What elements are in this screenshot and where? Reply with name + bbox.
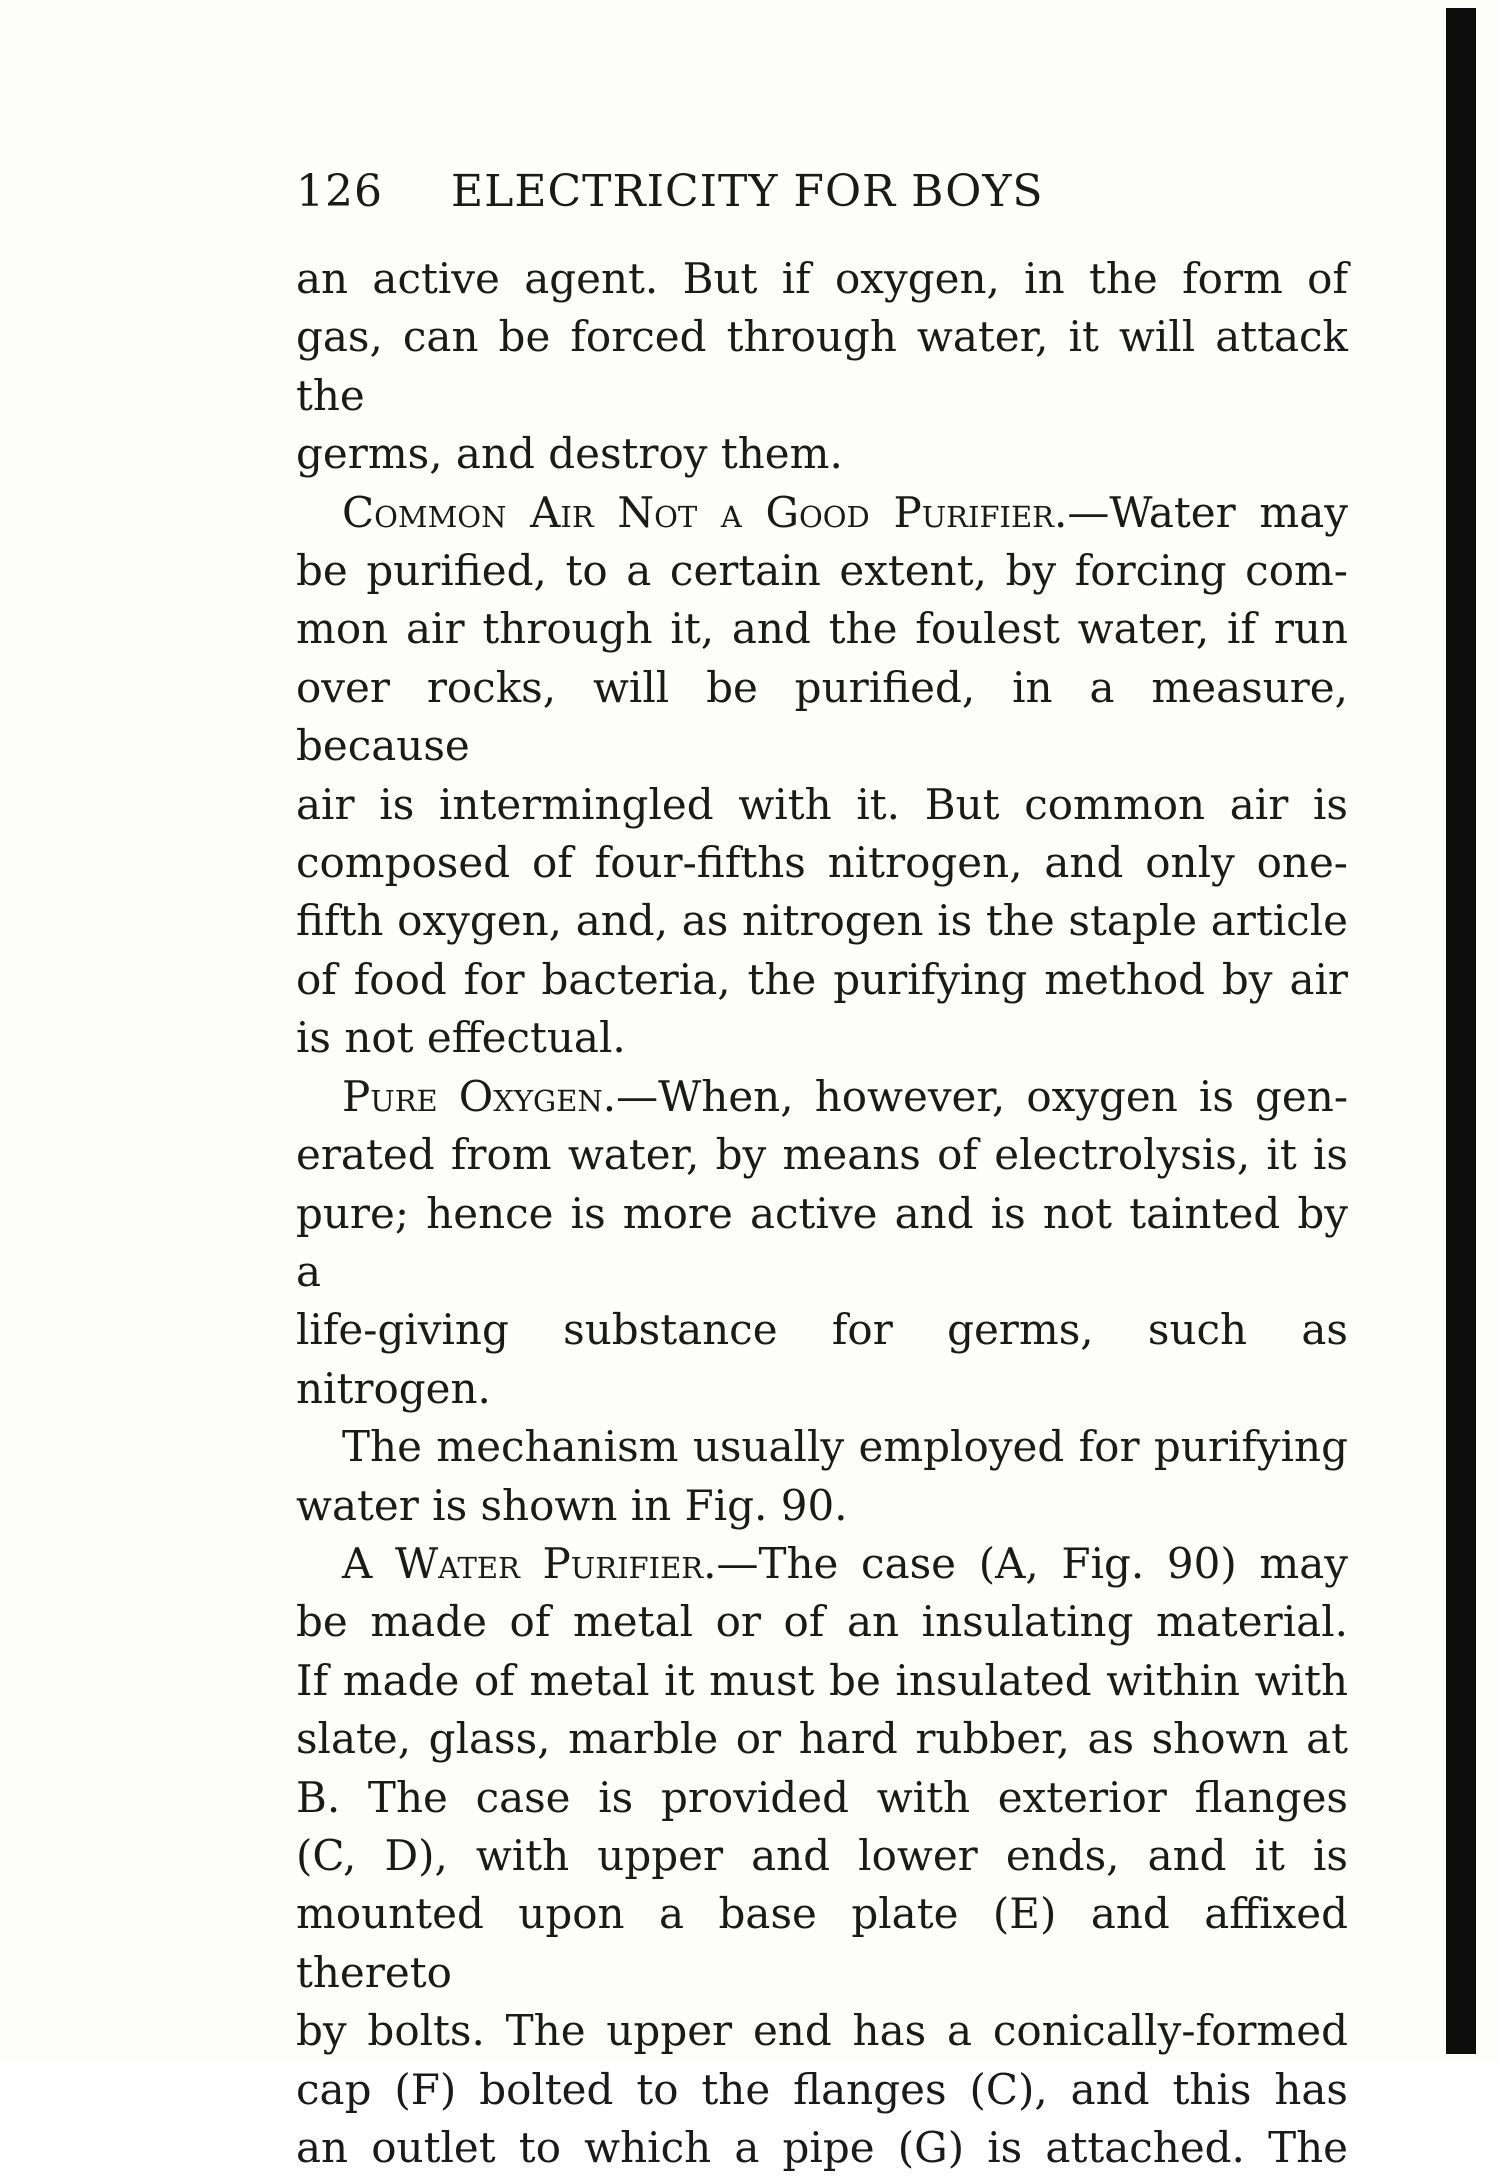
text-line: gas, can be forced through water, it will attack the: [296, 312, 1348, 420]
text-line: B. The case is provided with exterior flanges: [296, 1772, 1348, 1822]
text-line: an active agent. But if oxygen, in the form of: [296, 254, 1348, 303]
text-run: —When, however, oxygen is gen-: [616, 1071, 1349, 1121]
body-text: [296, 250, 1348, 2177]
text-line: germs, and destroy them.: [296, 429, 843, 479]
text-line: slate, glass, marble or hard rubber, as shown at: [296, 1714, 1348, 1764]
text-line: air is intermingled with it. But common air is: [296, 779, 1348, 829]
text-line: mon air through it, and the foulest water, if run: [296, 604, 1348, 654]
text-line: cap (F) bolted to the flanges (C), and this has: [296, 2064, 1348, 2114]
text-run: —The case (A, Fig. 90) may: [716, 1538, 1348, 1588]
text-line: water is shown in Fig. 90.: [296, 1480, 848, 1530]
text-line: life-giving substance for germs, such as nitrogen.: [296, 1305, 1348, 1413]
text-line: erated from water, by means of electrolysis, it is: [296, 1130, 1348, 1180]
text-line: pure; hence is more active and is not tainted by a: [296, 1188, 1348, 1296]
text-line: (C, D), with upper and lower ends, and it is: [296, 1830, 1348, 1880]
text-line: of food for bacteria, the purifying method by air: [296, 954, 1348, 1004]
section-heading: Pure Oxygen.: [342, 1071, 617, 1121]
text-line: is not effectual.: [296, 1013, 626, 1063]
text-line: The mechanism usually employed for purifying: [342, 1422, 1348, 1472]
section-heading: A Water Purifier.: [342, 1538, 717, 1588]
section-heading: Common Air Not a Good Purifier.: [342, 487, 1068, 537]
page-number: 126: [296, 166, 383, 217]
text-line: composed of four-fifths nitrogen, and only one-: [296, 838, 1348, 888]
text-line: be made of metal or of an insulating material.: [296, 1597, 1348, 1647]
paragraph-first-line: [296, 484, 1348, 542]
text-line: over rocks, will be purified, in a measure, because: [296, 662, 1348, 771]
text-run: —Water may: [1067, 487, 1348, 537]
running-title: ELECTRICITY FOR BOYS: [451, 166, 1044, 217]
scan-edge-shadow: [1446, 8, 1476, 2054]
text-line: mounted upon a base plate (E) and affixed thereto: [296, 1889, 1348, 1997]
text-line: by bolts. The upper end has a conically-formed: [296, 2006, 1348, 2056]
text-line: be purified, to a certain extent, by forcing com-: [296, 546, 1348, 596]
page-header: [296, 166, 1156, 226]
text-line: an outlet to which a pipe (G) is attached. The: [296, 2123, 1348, 2172]
paragraph-first-line: [296, 1068, 1348, 1126]
text-line: If made of metal it must be insulated within with: [296, 1655, 1348, 1705]
paragraph-first-line: [296, 1535, 1348, 1593]
text-line: fifth oxygen, and, as nitrogen is the staple article: [296, 896, 1348, 946]
